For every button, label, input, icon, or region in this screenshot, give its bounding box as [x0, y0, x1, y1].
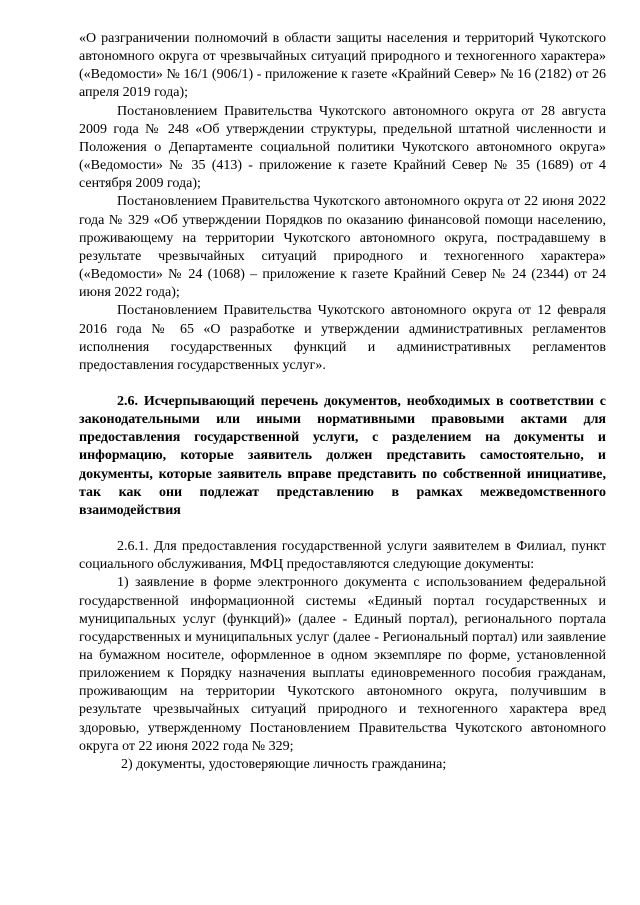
spacer	[79, 520, 606, 538]
spacer	[79, 375, 606, 393]
list-item-2: 2) документы, удостоверяющие личность гражданина;	[121, 756, 447, 772]
clause-2-6-1: 2.6.1. Для предоставления государственной услуги заявителем в Филиал, пункт социального обслуживания, МФЦ предоставляются следующие документы:	[79, 539, 606, 573]
paragraph-resolution-329: Постановлением Правительства Чукотского автономного округа от 22 июня 2022 года № 329 «Об утверждении Порядков по оказанию финансовой помощи населению, проживающему на территории Чукотского автономного округа, пострадавшему в результате чрезвычайных ситуаций природного и техногенного характера» («Ведомости» № 24 (1068) – приложение к газете Крайний Север № 24 (2344) от 24 июня 2022 года);	[79, 194, 606, 301]
paragraph-resolution-65: Постановлением Правительства Чукотского автономного округа от 12 февраля 2016 года № 65 «О разработке и утверждении административных регламентов исполнения государственных функций и административных регламентов предоставления государственных услуг».	[79, 303, 606, 373]
list-item-1: 1) заявление в форме электронного документа с использованием федеральной государственной информационной системы «Единый портал государственных и муниципальных услуг (функций)» (далее - Единый портал), регионального портала государственных и муниципальных услуг (далее - Региональный портал) или заявление на бумажном носителе, оформленное в одном экземпляре по форме, установленной приложением к Порядку назначения выплаты единовременного пособия гражданам, проживающим на территории Чукотского автономного округа, получившим в результате чрезвычайных ситуаций природного и техногенного характера вред здоровью, утвержденному Постановлением Правительства Чукотского автономного округа от 22 июня 2022 года № 329;	[79, 575, 606, 754]
paragraph-resolution-248: Постановлением Правительства Чукотского автономного округа от 28 августа 2009 года № 248 «Об утверждении структуры, предельной штатной численности и Положения о Департаменте социальной политики Чукотского автономного округа» («Ведомости» № 35 (413) - приложение к газете Крайний Север № 35 (1689) от 4 сентября 2009 года);	[79, 103, 606, 192]
paragraph-continuation: «О разграничении полномочий в области защиты населения и территорий Чукотского автономного округа от чрезвычайных ситуаций природного и техногенного характера» («Ведомости» № 16/1 (906/1) - приложение к газете «Крайний Север» № 16 (2182) от 26 апреля 2019 года);	[79, 31, 606, 101]
section-heading: 2.6. Исчерпывающий перечень документов, необходимых в соответствии с законодательными или иными нормативными правовыми актами для предоставления государственной услуги, с разделением на документы и информацию, которые заявитель должен представить самостоятельно, и документы, которые заявитель вправе представить по собственной инициативе, так как они подлежат представлению в рамках межведомственного взаимодействия	[79, 393, 606, 518]
